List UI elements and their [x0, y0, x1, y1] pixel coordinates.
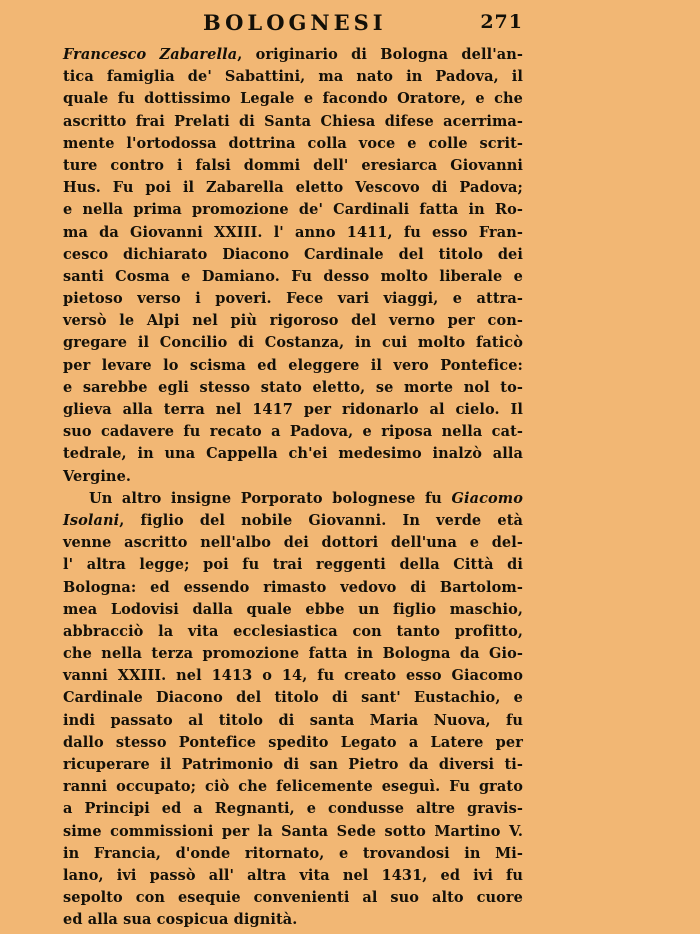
text-line: [63, 199, 523, 221]
text-line: [63, 754, 523, 776]
text-line: [63, 466, 523, 488]
running-title: BOLOGNESI: [203, 10, 387, 35]
text-segment: e sarebbe egli stesso stato eletto, se morte nol to-: [63, 378, 523, 396]
page-number: 271: [480, 11, 523, 33]
text-segment: e nella prima promozione de' Cardinali fatta in Ro-: [63, 201, 523, 219]
text-segment: santi Cosma e Damiano. Fu desso molto liberale e: [63, 267, 523, 285]
text-segment: indi passato al titolo di santa Maria Nuova, fu: [63, 711, 523, 729]
text-line: [63, 488, 523, 510]
text-line: [63, 798, 523, 820]
text-segment: che nella terza promozione fatta in Bologna da Gio-: [63, 645, 523, 663]
text-segment: Bologna: ed essendo rimasto vedovo di Bartolom-: [63, 578, 523, 596]
text-segment: quale fu dottissimo Legale e facondo Oratore, e che: [63, 90, 523, 108]
text-line: [63, 266, 523, 288]
text-segment: tedrale, in una Cappella ch'ei medesimo inalzò alla: [63, 445, 523, 463]
text-segment: in Francia, d'onde ritornato, e trovandosi in Mi-: [63, 844, 523, 862]
text-segment: tica famiglia de' Sabattini, ma nato in Padova, il: [63, 68, 523, 86]
text-segment: mea Lodovisi dalla quale ebbe un figlio maschio,: [63, 600, 523, 618]
text-segment: Hus. Fu poi il Zabarella eletto Vescovo di Padova;: [63, 179, 523, 197]
text-line: [63, 177, 523, 199]
text-segment: ma da Giovanni XXIII. l' anno 1411, fu esso Fran-: [63, 223, 523, 241]
text-segment: gregare il Concilio di Costanza, in cui molto faticò: [63, 334, 523, 352]
running-head: [63, 10, 523, 36]
text-line: [63, 155, 523, 177]
text-line: [63, 66, 523, 88]
text-line: [63, 665, 523, 687]
text-line: [63, 909, 523, 931]
text-line: [63, 88, 523, 110]
text-line: [63, 621, 523, 643]
text-segment: glieva alla terra nel 1417 per ridonarlo al cielo. Il: [63, 401, 523, 418]
text-segment: per levare lo scisma ed eleggere il vero Pontefice:: [63, 356, 523, 374]
text-line: [63, 310, 523, 332]
text-segment: mente l'ortodossa dottrina colla voce e colle scrit-: [63, 134, 523, 152]
text-line: [63, 887, 523, 909]
paragraph: [63, 44, 523, 488]
text-segment: Cardinale Diacono del titolo di sant' Eustachio, e: [63, 689, 523, 707]
text-segment: dallo stesso Pontefice spedito Legato a Latere per: [63, 733, 523, 751]
text-line: [63, 510, 523, 532]
italic-name: Francesco Zabarella: [63, 46, 238, 63]
text-line: [63, 687, 523, 709]
text-segment: ascritto frai Prelati di Santa Chiesa difese acerrima-: [63, 112, 523, 130]
text-segment: abbracciò la vita ecclesiastica con tanto profitto,: [63, 622, 523, 640]
text-segment: venne ascritto nell'albo dei dottori dell'una e del-: [63, 534, 523, 552]
text-line: [63, 577, 523, 599]
text-line: [63, 222, 523, 244]
text-line: [63, 710, 523, 732]
text-line: [63, 843, 523, 865]
text-line: [63, 865, 523, 887]
text-segment: a Principi ed a Regnanti, e condusse altre gravis-: [63, 800, 523, 818]
text-segment: versò le Alpi nel più rigoroso del verno per con-: [63, 312, 523, 330]
text-segment: ricuperare il Patrimonio di san Pietro da diversi ti-: [63, 756, 523, 773]
text-line: [63, 377, 523, 399]
text-line: [63, 732, 523, 754]
text-line: [63, 332, 523, 354]
text-line: [63, 111, 523, 133]
text-line: [63, 244, 523, 266]
text-segment: Vergine.: [63, 467, 132, 485]
text-line: [63, 554, 523, 576]
italic-name: Giacomo: [451, 489, 523, 507]
text-segment: sepolto con esequie convenienti al suo alto cuore: [63, 889, 523, 907]
text-segment: cesco dichiarato Diacono Cardinale del titolo dei: [63, 245, 523, 263]
text-segment: vanni XXIII. nel 1413 o 14, fu creato esso Giacomo: [63, 667, 523, 685]
text-line: [63, 599, 523, 621]
text-line: [63, 821, 523, 843]
text-segment: pietoso verso i poveri. Fece vari viaggi, e attra-: [63, 290, 523, 308]
text-segment: Un altro insigne Porporato bolognese fu: [89, 489, 452, 507]
text-line: [63, 443, 523, 465]
text-segment: , figlio del nobile Giovanni. In verde età: [119, 511, 523, 529]
text-segment: lano, ivi passò all' altra vita nel 1431, ed ivi fu: [63, 866, 523, 884]
text-line: [63, 643, 523, 665]
text-line: [63, 532, 523, 554]
text-line: [63, 355, 523, 377]
text-line: [63, 288, 523, 310]
text-segment: l' altra legge; poi fu trai reggenti della Città di: [63, 556, 523, 574]
text-line: [63, 44, 523, 66]
text-segment: , originario di Bologna dell'an-: [237, 46, 523, 63]
text-segment: ranni occupato; ciò che felicemente eseguì. Fu grato: [63, 778, 523, 796]
text-line: [63, 776, 523, 798]
italic-name: Isolani: [63, 511, 120, 529]
paragraph: [63, 488, 523, 932]
text-line: [63, 399, 523, 421]
text-segment: ed alla sua cospicua dignità.: [63, 911, 298, 929]
text-line: [63, 421, 523, 443]
text-segment: ture contro i falsi dommi dell' eresiarca Giovanni: [63, 156, 523, 174]
text-line: [63, 133, 523, 155]
text-segment: suo cadavere fu recato a Padova, e riposa nella cat-: [63, 423, 523, 441]
text-segment: sime commissioni per la Santa Sede sotto Martino V.: [63, 822, 523, 840]
body-text: [63, 44, 523, 932]
